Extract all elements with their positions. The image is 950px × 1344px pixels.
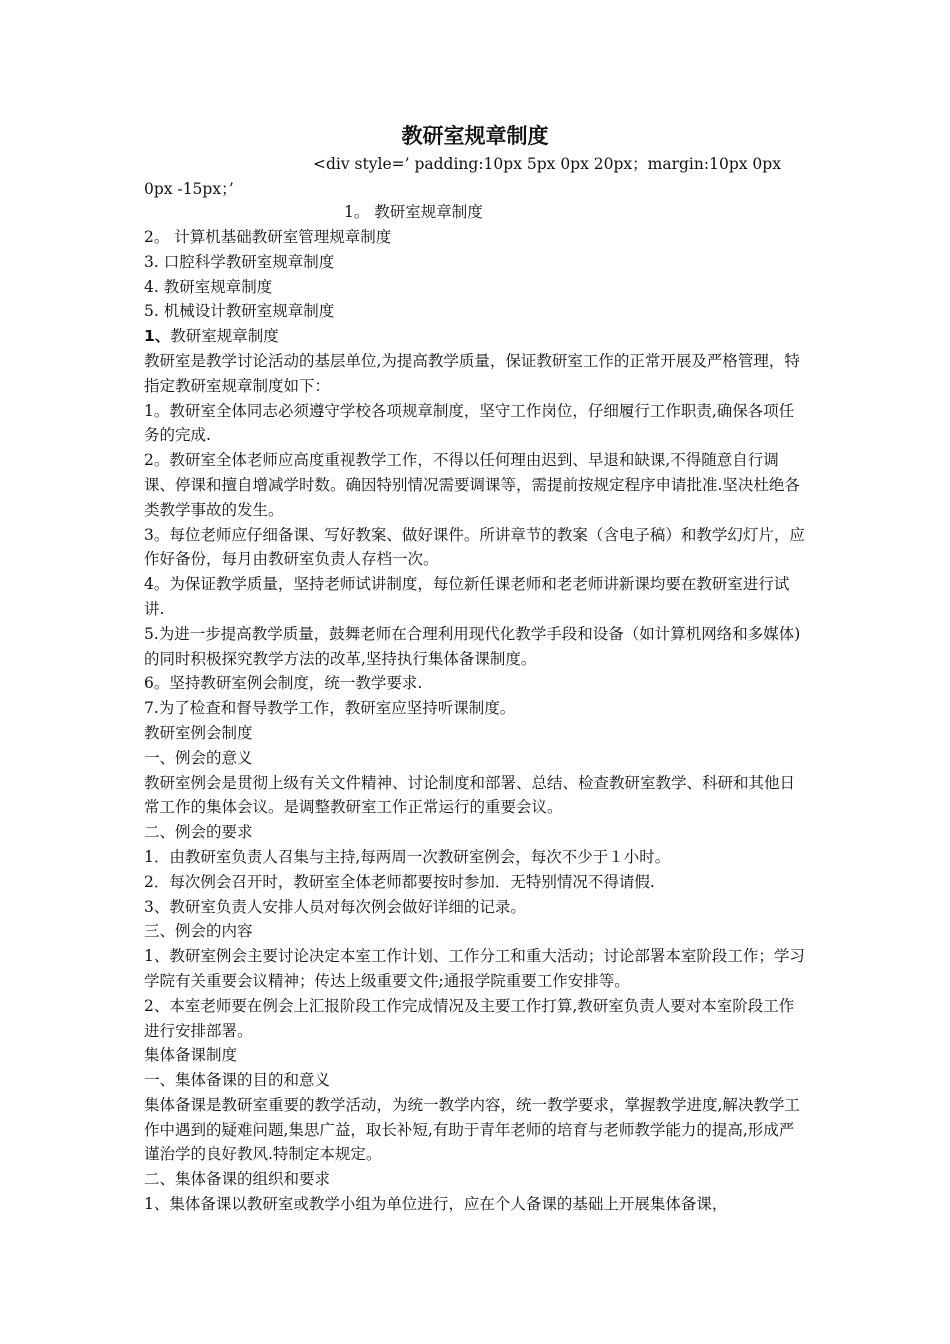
subsection-heading: 二、集体备课的组织和要求 [144, 1170, 331, 1189]
toc-item-5: 5. 机械设计教研室规章制度 [144, 302, 335, 321]
paragraph: 5.为进一步提高教学质量，鼓舞老师在合理利用现代化教学手段和设备（如计算机网络和多媒体)的同时积极探究教学方法的改革,坚持执行集体备课制度。 [144, 624, 801, 668]
document-title: 教研室规章制度 [401, 124, 549, 148]
paragraph: 7.为了检查和督导教学工作，教研室应坚持听课制度。 [144, 699, 516, 718]
code-fragment-line-1: <div style=’ padding:10px 5px 0px 20px；margin:10px 0px [313, 155, 781, 173]
subsection-heading: 一、例会的意义 [144, 748, 253, 767]
toc-item-2: 2。 计算机基础教研室管理规章制度 [144, 228, 392, 246]
subsection-heading: 三、例会的内容 [144, 922, 253, 941]
paragraph: 6。坚持教研室例会制度，统一教学要求. [144, 674, 423, 693]
toc-item-4: 4. 教研室规章制度 [144, 277, 273, 296]
paragraph: 集体备课是教研室重要的教学活动，为统一教学内容，统一教学要求，掌握教学进度,解决教学工作中遇到的疑难问题,集思广益，取长补短,有助于青年老师的培育与老师教学能力的提高,形成严谨治学的良好教风.特制定本规定。 [144, 1095, 800, 1164]
paragraph: 1、集体备课以教研室或教学小组为单位进行，应在个人备课的基础上开展集体备课， [144, 1195, 728, 1214]
paragraph: 教研室是教学讨论活动的基层单位,为提高教学质量，保证教研室工作的正常开展及严格管理，特指定教研室规章制度如下： [144, 351, 800, 395]
section-title: 教研室规章制度 [170, 327, 279, 346]
subsection-heading: 一、集体备课的目的和意义 [144, 1071, 331, 1090]
paragraph: 2、本室老师要在例会上汇报阶段工作完成情况及主要工作打算,教研室负责人要对本室阶段工作进行安排部署。 [144, 996, 795, 1040]
toc-item-3: 3. 口腔科学教研室规章制度 [144, 252, 335, 271]
paragraph: 3。每位老师应仔细备课、写好教案、做好课件。所讲章节的教案（含电子稿）和教学幻灯片，应作好备份，每月由教研室负责人存档一次。 [144, 525, 805, 569]
toc-item-1: 1。 教研室规章制度 [344, 203, 483, 221]
paragraph: 1。教研室全体同志必须遵守学校各项规章制度，坚守工作岗位，仔细履行工作职责,确保各项任务的完成. [144, 401, 795, 445]
subsection-heading: 二、例会的要求 [144, 823, 253, 842]
paragraph: 1、教研室例会主要讨论决定本室工作计划、工作分工和重大活动；讨论部署本室阶段工作；学习学院有关重要会议精神；传达上级重要文件;通报学院重要工作安排等。 [144, 947, 805, 990]
subsection-heading: 集体备课制度 [144, 1046, 238, 1065]
paragraph: 教研室例会是贯彻上级有关文件精神、讨论制度和部署、总结、检查教研室教学、科研和其他日常工作的集体会议。是调整教研室工作正常运行的重要会议。 [144, 773, 796, 817]
paragraph: 1．由教研室负责人召集与主持,每两周一次教研室例会，每次不少于１小时。 [144, 847, 671, 866]
code-fragment-line-2: 0px -15px；’ [144, 180, 234, 198]
paragraph: 3、教研室负责人安排人员对每次例会做好详细的记录。 [144, 897, 526, 916]
paragraph: 4。为保证教学质量，坚持老师试讲制度，每位新任课老师和老老师讲新课均要在教研室进行试讲. [144, 575, 790, 618]
paragraph: 2．每次例会召开时，教研室全体老师都要按时参加．无特别情况不得请假. [144, 872, 655, 891]
section-number: 1、 [144, 327, 171, 346]
section-heading [144, 324, 806, 349]
subsection-heading: 教研室例会制度 [144, 723, 253, 742]
paragraph: 2。教研室全体老师应高度重视教学工作，不得以任何理由迟到、早退和缺课,不得随意自行调课、停课和擅自增减学时数。确因特别情况需要调课等，需提前按规定程序申请批准.坚决杜绝各类教学事故的发生。 [144, 451, 800, 519]
document-body [144, 225, 806, 1217]
